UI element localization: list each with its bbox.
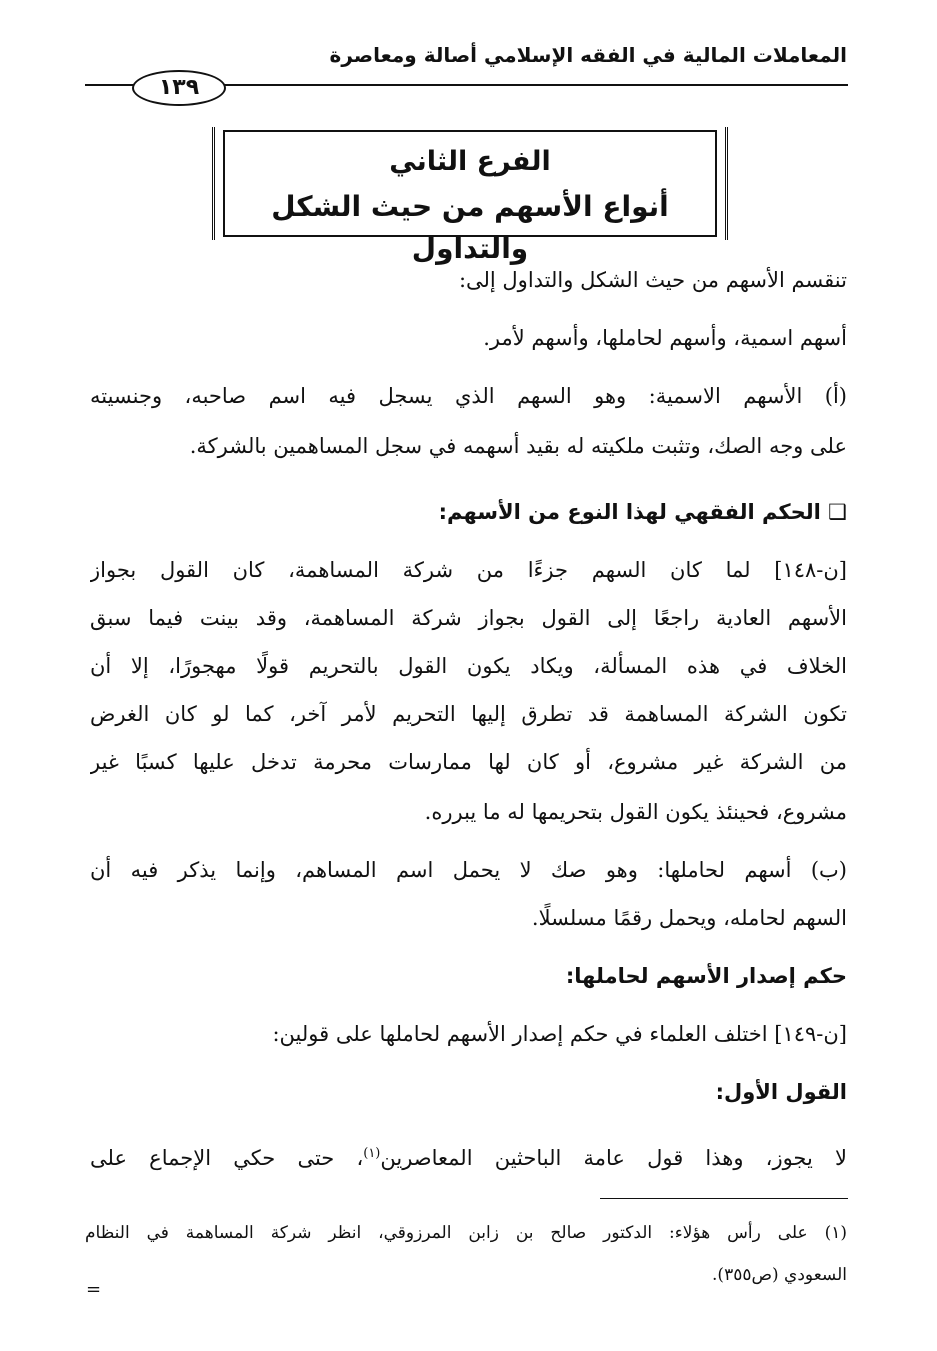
body-line: [ن-١٤٩] اختلف العلماء في حكم إصدار الأسهم لحاملها على قولين:	[272, 1022, 847, 1046]
section-title-line1: الفرع الثاني	[389, 146, 551, 177]
subheading-first-opinion: القول الأول:	[715, 1080, 847, 1104]
section-title-frame	[212, 127, 728, 265]
body-line: [ن-١٤٨] لما كان السهم جزءًا من شركة المساهمة، كان القول بجواز	[90, 558, 847, 582]
running-head-title: المعاملات المالية في الفقه الإسلامي أصالة ومعاصرة	[329, 43, 847, 67]
body-line: على وجه الصك، وتثبت ملكيته له بقيد أسهمه في سجل المساهمين بالشركة.	[189, 434, 847, 458]
section-title-line2: أنواع الأسهم من حيث الشكل والتداول	[271, 190, 669, 265]
subheading-bearer-shares: حكم إصدار الأسهم لحاملها:	[565, 964, 847, 988]
body-line: تنقسم الأسهم من حيث الشكل والتداول إلى:	[458, 268, 847, 292]
body-text: لا يجوز، وهذا قول عامة الباحثين المعاصرين	[380, 1146, 847, 1170]
footnote-line: (١) على رأس هؤلاء: الدكتور صالح بن زابن المرزوقي، انظر شركة المساهمة في النظام	[85, 1223, 847, 1243]
body-line: الخلاف في هذه المسألة، ويكاد يكون القول بالتحريم قولًا مهجورًا، إلا أن	[90, 654, 847, 678]
body-line: أسهم اسمية، وأسهم لحاملها، وأسهم لأمر.	[483, 326, 847, 350]
body-line: من الشركة غير مشروع، أو كان لها ممارسات محرمة تدخل عليها كسبًا غير	[90, 750, 847, 774]
body-line: الأسهم العادية راجعًا إلى القول بجواز شركة المساهمة، وقد بينت فيما سبق	[90, 606, 847, 630]
footnote-reference: (١)	[363, 1146, 381, 1161]
continuation-mark: =	[86, 1279, 102, 1300]
subheading-ruling: ❑ الحكم الفقهي لهذا النوع من الأسهم:	[438, 500, 847, 524]
page-number: ١٣٩	[132, 70, 226, 106]
body-line: تكون الشركة المساهمة قد تطرق إليها التحريم لأمر آخر، كما لو كان الغرض	[90, 702, 847, 726]
body-line: (أ) الأسهم الاسمية: وهو السهم الذي يسجل فيه اسم صاحبه، وجنسيته	[90, 384, 847, 408]
body-line: السهم لحامله، ويحمل رقمًا مسلسلًا.	[531, 906, 847, 930]
section-title-box	[223, 130, 717, 265]
body-line-with-footnote	[90, 1136, 847, 1172]
footnote-rule	[600, 1198, 848, 1199]
footnote-line: السعودي (ص٣٥٥).	[712, 1265, 847, 1285]
body-line: (ب) أسهم لحاملها: وهو صك لا يحمل اسم المساهم، وإنما يذكر فيه أن	[90, 858, 847, 882]
body-line: مشروع، فحينئذ يكون القول بتحريمها له ما يبرره.	[424, 800, 847, 824]
body-text: ، حتى حكي الإجماع على	[90, 1146, 364, 1170]
